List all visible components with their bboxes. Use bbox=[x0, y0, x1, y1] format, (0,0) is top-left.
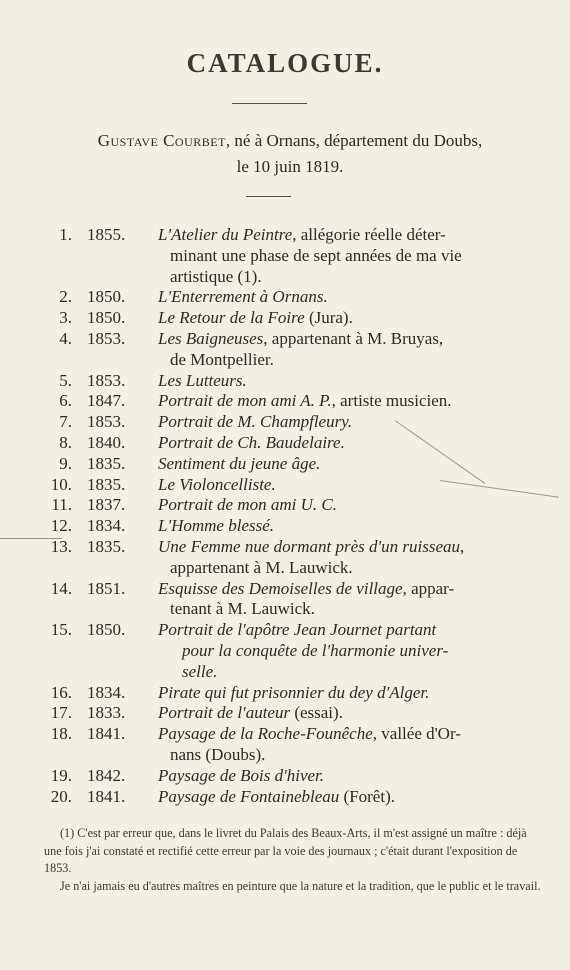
entry-note: , appartenant à M. Bruyas, bbox=[263, 328, 444, 348]
artwork-title: Portrait de l'apôtre Jean Journet partant bbox=[158, 620, 437, 640]
entry-year: 1842. bbox=[87, 765, 126, 785]
title-divider bbox=[232, 103, 307, 104]
artwork-title: L'Atelier du Peintre bbox=[158, 225, 293, 244]
entry-description bbox=[158, 287, 498, 308]
entry-description bbox=[158, 225, 498, 287]
entry-year: 1835. bbox=[87, 474, 126, 494]
catalogue-entry bbox=[0, 579, 570, 621]
catalogue-entry bbox=[0, 391, 570, 412]
entry-number: 15. bbox=[50, 620, 72, 640]
entry-year: 1853. bbox=[87, 328, 126, 348]
catalogue-entry bbox=[0, 766, 570, 787]
entry-year: 1834. bbox=[87, 516, 126, 536]
page-title: CATALOGUE. bbox=[186, 48, 384, 78]
author-line-2: le 10 juin 1819. bbox=[236, 157, 344, 176]
author-name: Gustave Courbet bbox=[97, 131, 226, 150]
entry-description bbox=[158, 579, 498, 621]
entry-number: 18. bbox=[50, 724, 72, 744]
entry-number: 6. bbox=[59, 391, 72, 411]
entry-number: 12. bbox=[50, 516, 72, 536]
entry-year: 1835. bbox=[87, 536, 126, 556]
entry-description bbox=[158, 371, 498, 392]
entry-description bbox=[158, 433, 498, 454]
entry-note: (essai). bbox=[290, 703, 343, 723]
entry-number: 5. bbox=[59, 370, 72, 390]
artwork-title: Pirate qui fut prisonnier du dey d'Alger. bbox=[158, 682, 430, 702]
entry-number: 7. bbox=[59, 412, 72, 432]
catalogue-entry bbox=[0, 475, 570, 496]
entry-description bbox=[158, 391, 498, 412]
entry-continuation: pour la conquête de l'harmonie univer- bbox=[182, 640, 449, 660]
artwork-title: Sentiment du jeune âge. bbox=[158, 453, 321, 473]
author-heading bbox=[40, 128, 540, 180]
entry-note: , vallée d'Or- bbox=[372, 724, 461, 744]
catalogue-entry bbox=[0, 703, 570, 724]
entry-number: 3. bbox=[59, 308, 72, 328]
entry-note: (Jura). bbox=[304, 308, 353, 328]
entry-year: 1837. bbox=[87, 495, 126, 515]
catalogue-entry bbox=[0, 683, 570, 704]
footnote bbox=[44, 825, 544, 895]
entry-number: 16. bbox=[50, 682, 72, 702]
artwork-title: Paysage de Bois d'hiver. bbox=[158, 765, 325, 785]
artwork-title: Portrait de M. Champfleury. bbox=[158, 412, 353, 432]
entry-number: 11. bbox=[51, 495, 72, 515]
entry-description bbox=[158, 495, 498, 516]
entry-note: , bbox=[460, 536, 465, 556]
entry-year: 1850. bbox=[87, 620, 126, 640]
entry-description bbox=[158, 787, 498, 808]
entry-year: 1850. bbox=[87, 308, 126, 328]
artwork-title: Paysage de la Roche-Founêche bbox=[158, 724, 373, 744]
entry-number: 20. bbox=[50, 786, 72, 806]
entry-note: (Forêt). bbox=[339, 786, 395, 806]
entry-year: 1853. bbox=[87, 412, 126, 432]
entry-number: 4. bbox=[59, 328, 72, 348]
entry-description bbox=[158, 516, 498, 537]
artwork-title: Le Violoncelliste. bbox=[158, 474, 276, 494]
catalogue-entry bbox=[0, 454, 570, 475]
catalogue-entry bbox=[0, 412, 570, 433]
entry-year: 1851. bbox=[87, 578, 126, 598]
entry-number: 14. bbox=[50, 578, 72, 598]
entry-continuation: nans (Doubs). bbox=[170, 744, 266, 764]
catalogue-entry bbox=[0, 225, 570, 287]
catalogue-entry bbox=[0, 287, 570, 308]
catalogue-entry bbox=[0, 724, 570, 766]
catalogue-entry bbox=[0, 329, 570, 371]
author-details: , né à Ornans, département du Doubs, bbox=[225, 131, 483, 150]
artwork-title: L'Homme blessé. bbox=[158, 516, 275, 536]
scan-stroke bbox=[0, 538, 62, 539]
artwork-title: Portrait de mon ami U. C. bbox=[158, 495, 337, 515]
entry-year: 1853. bbox=[87, 370, 126, 390]
entry-year: 1833. bbox=[87, 703, 126, 723]
entry-continuation: appartenant à M. Lauwick. bbox=[170, 557, 353, 577]
artwork-title: L'Enterrement à Ornans. bbox=[158, 287, 328, 307]
artwork-title: Les Baigneuses bbox=[158, 328, 264, 348]
artwork-title: Une Femme nue dormant près d'un ruisseau bbox=[158, 536, 461, 556]
entry-year: 1847. bbox=[87, 391, 126, 411]
entry-continuation: selle. bbox=[182, 661, 218, 681]
entry-continuation: artistique (1). bbox=[170, 266, 262, 286]
artwork-title: Paysage de Fontainebleau bbox=[158, 786, 340, 806]
entry-year: 1850. bbox=[87, 287, 126, 307]
entry-description bbox=[158, 537, 498, 579]
entry-description bbox=[158, 683, 498, 704]
entry-description bbox=[158, 329, 498, 371]
entry-number: 13. bbox=[50, 536, 72, 556]
entry-year: 1841. bbox=[87, 786, 126, 806]
entry-number: 8. bbox=[59, 432, 72, 452]
entry-note: , appar- bbox=[402, 578, 455, 598]
entry-description bbox=[158, 724, 498, 766]
catalogue-entry bbox=[0, 371, 570, 392]
entry-description bbox=[158, 475, 498, 496]
catalogue-entry bbox=[0, 308, 570, 329]
footnote-paragraph-2: Je n'ai jamais eu d'autres maîtres en peinture que la nature et la tradition, que le public et le travail. bbox=[60, 878, 541, 893]
entry-note: , allégorie réelle déter- bbox=[292, 225, 446, 244]
catalogue-entry bbox=[0, 495, 570, 516]
catalogue-list bbox=[0, 225, 570, 807]
entry-year: 1835. bbox=[87, 453, 126, 473]
entry-description bbox=[158, 620, 498, 682]
footnote-paragraph-1: (1) C'est par erreur que, dans le livret du Palais des Beaux-Arts, il m'est assigné un maître : déjà une fois j'ai constaté et rectifié cette erreur par la voie des journaux ; c'était durant l'exposition de 1853. bbox=[44, 826, 527, 876]
entry-number: 17. bbox=[50, 703, 72, 723]
entry-description bbox=[158, 766, 498, 787]
artwork-title: Les Lutteurs. bbox=[158, 370, 247, 390]
entry-description bbox=[158, 412, 498, 433]
catalogue-entry bbox=[0, 516, 570, 537]
entry-continuation: de Montpellier. bbox=[170, 349, 274, 369]
entry-year: 1840. bbox=[87, 432, 126, 452]
entry-number: 19. bbox=[50, 765, 72, 785]
entry-number: 9. bbox=[59, 453, 72, 473]
entry-year: 1834. bbox=[87, 682, 126, 702]
catalogue-entry bbox=[0, 787, 570, 808]
entry-note: , artiste musicien. bbox=[331, 391, 452, 411]
entry-continuation: tenant à M. Lauwick. bbox=[170, 599, 315, 619]
heading-divider bbox=[246, 196, 291, 197]
entry-year: 1841. bbox=[87, 724, 126, 744]
entry-number: 1. bbox=[59, 225, 72, 244]
entry-description bbox=[158, 703, 498, 724]
artwork-title: Portrait de mon ami A. P. bbox=[158, 391, 332, 411]
entry-continuation: minant une phase de sept années de ma vie bbox=[170, 245, 462, 265]
catalogue-entry bbox=[0, 620, 570, 682]
artwork-title: Portrait de Ch. Baudelaire. bbox=[158, 432, 345, 452]
entry-number: 10. bbox=[50, 474, 72, 494]
entry-number: 2. bbox=[59, 287, 72, 307]
artwork-title: Esquisse des Demoiselles de village bbox=[158, 578, 403, 598]
catalogue-entry bbox=[0, 433, 570, 454]
catalogue-entry bbox=[0, 537, 570, 579]
artwork-title: Portrait de l'auteur bbox=[158, 703, 291, 723]
entry-year: 1855. bbox=[87, 225, 126, 244]
entry-description bbox=[158, 308, 498, 329]
author-line-1 bbox=[40, 128, 540, 154]
artwork-title: Le Retour de la Foire bbox=[158, 308, 305, 328]
